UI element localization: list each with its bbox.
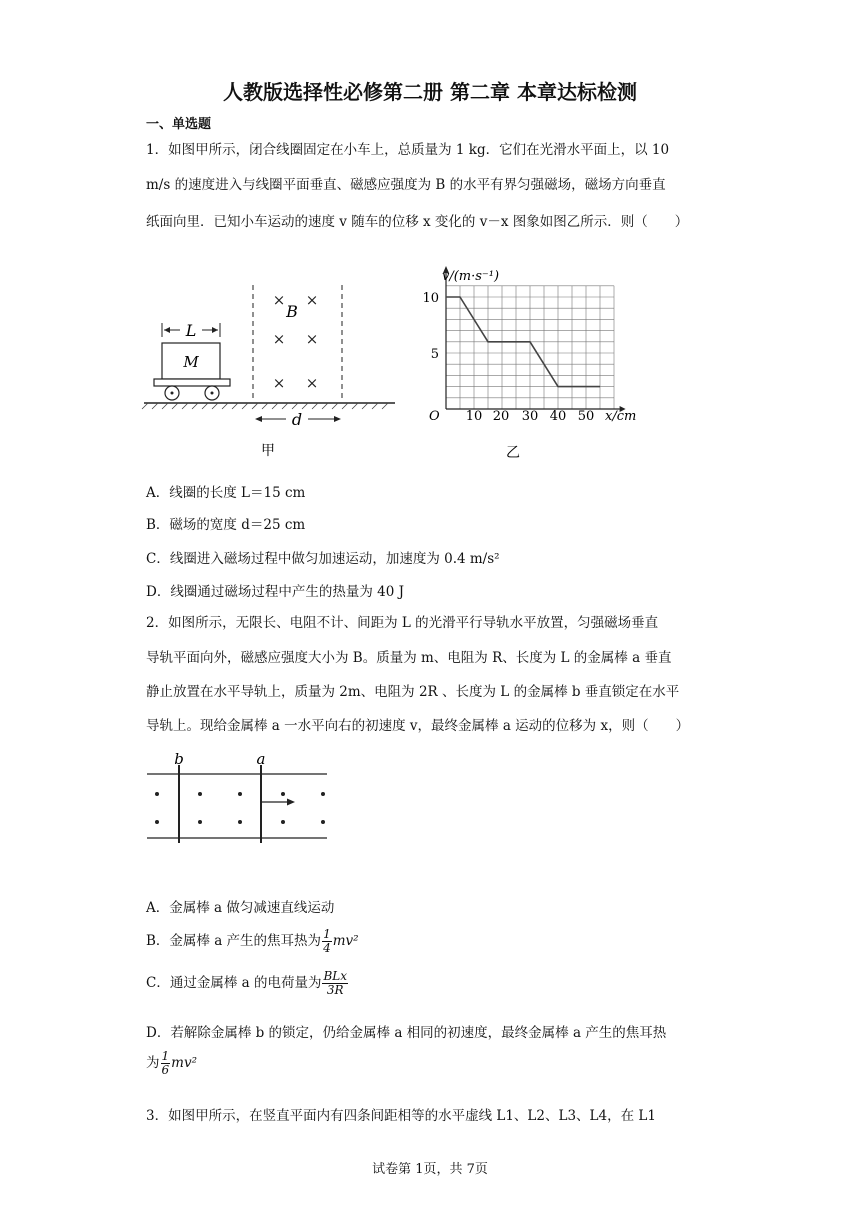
length-label: L [185,321,197,340]
svg-text:×: × [305,374,319,392]
q1-option-c: C．线圈进入磁场过程中做匀加速运动，加速度为 0.4 m/s² [146,551,500,567]
page-footer: 试卷第 1页，共 7页 [372,1162,488,1177]
y-tick-5: 5 [430,347,439,362]
q1-option-b: B．磁场的宽度 d＝25 cm [146,517,306,533]
q1-line-1: 1．如图甲所示，闭合线圈固定在小车上，总质量为 1 kg．它们在光滑水平面上，以 10 [146,142,670,158]
origin-label: O [429,409,440,424]
q1-option-d: D．线圈通过磁场过程中产生的热量为 40 J [146,584,404,600]
section-heading: 一、单选题 [146,117,212,132]
y-axis-label: v/(m·s⁻¹) [442,269,500,284]
x-tick-50: 50 [577,409,595,424]
q1-figure-jia [140,275,400,465]
q2-rail-figure [145,750,335,845]
x-tick-40: 40 [549,409,567,424]
q2-option-a: A．金属棒 a 做匀减速直线运动 [146,900,335,916]
x-tick-10: 10 [465,409,483,424]
svg-text:×: × [305,330,319,348]
page-title: 人教版选择性必修第二册 第二章 本章达标检测 [223,80,637,104]
q1-line-2: m/s 的速度进入与线圈平面垂直、磁感应强度为 B 的水平有界匀强磁场，磁场方向垂直 [146,177,666,193]
ground-hatching [142,403,388,409]
q1-option-a: A．线圈的长度 L＝15 cm [146,485,306,501]
q1-line-3: 纸面向里．已知小车运动的速度 v 随车的位移 x 变化的 v－x 图象如图乙所示．则（ ） [146,214,689,230]
magnetic-field-dots [155,792,325,824]
q2-line-3: 静止放置在水平导轨上，质量为 2m、电阻为 2R 、长度为 L 的金属棒 b 垂直锁定在水平 [146,684,680,700]
x-tick-30: 30 [521,409,539,424]
q2-option-d-line-1: D．若解除金属棒 b 的锁定，仍给金属棒 a 相同的初速度，最终金属棒 a 产生的焦耳热 [146,1025,667,1041]
q2-option-d-line-2: 为 $\frac{1}{6}$ mv² [146,1049,197,1077]
rod-a-label: a [256,750,266,768]
q2-option-c: C．通过金属棒 a 的电荷量为 $\frac{\text{BLx}}{3R}$ [146,969,348,997]
x-tick-20: 20 [492,409,510,424]
q2-line-4: 导轨上。现给金属棒 a 一水平向右的初速度 v，最终金属棒 a 运动的位移为 x，则（ ） [146,718,690,734]
width-label: d [291,410,303,429]
cart-body [154,379,230,386]
q3-line-1: 3．如图甲所示，在竖直平面内有四条间距相等的水平虚线 L1、L2、L3、L4，在 L1 [146,1108,656,1124]
svg-text:×: × [272,330,286,348]
svg-text:×: × [272,374,286,392]
figure-caption-yi: 乙 [506,445,520,461]
rod-b-label: b [174,750,184,768]
q1-figure-yi-vx-chart [415,262,655,467]
mass-label: M [183,353,199,371]
figure-caption-jia: 甲 [261,443,275,459]
q2-line-1: 2．如图所示，无限长、电阻不计、间距为 L 的光滑平行导轨水平放置，匀强磁场垂直 [146,615,659,631]
q2-option-b: B．金属棒 a 产生的焦耳热为 $\frac{1}{4}$ mv² [146,927,359,955]
svg-text:×: × [272,291,286,309]
y-tick-10: 10 [422,291,439,306]
field-label: B [286,302,298,321]
svg-text:×: × [305,291,319,309]
x-axis-label: x/cm [605,409,637,424]
q2-line-2: 导轨平面向外，磁感应强度大小为 B。质量为 m、电阻为 R、长度为 L 的金属棒 a 垂直 [146,650,672,666]
